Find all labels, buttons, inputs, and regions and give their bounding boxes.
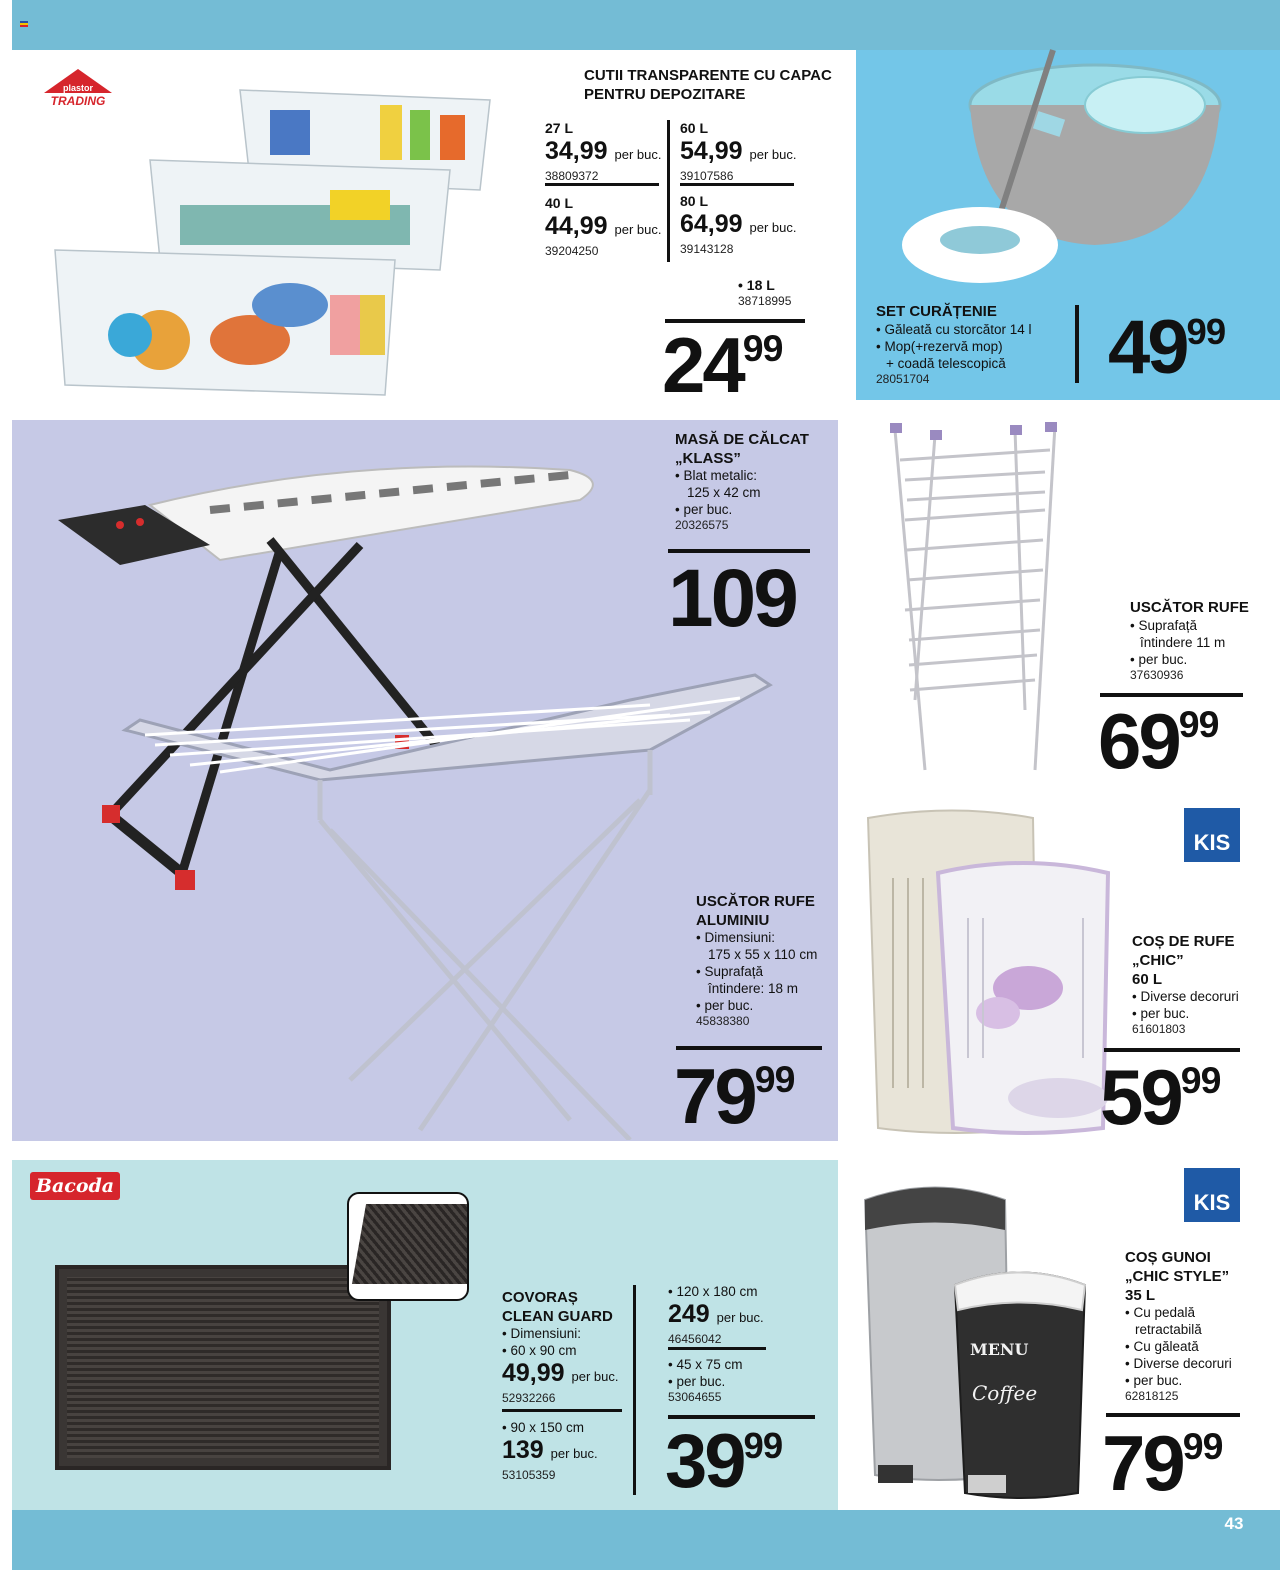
basket-price bbox=[1100, 1053, 1221, 1141]
box-unit: per buc. bbox=[614, 147, 662, 162]
mat-code: 53105359 bbox=[502, 1468, 556, 1482]
title-line: „CHIC” bbox=[1132, 952, 1184, 969]
price-int: 69 bbox=[1098, 697, 1179, 785]
price-dec: 99 bbox=[1180, 1059, 1221, 1102]
mat-90x150 bbox=[502, 1419, 632, 1483]
mat-price: 139 bbox=[502, 1436, 544, 1464]
box-size: 80 L bbox=[680, 193, 709, 209]
bin-line: • Diverse decoruri bbox=[1125, 1356, 1232, 1371]
doormat-image bbox=[55, 1265, 391, 1470]
storage-boxes-image bbox=[50, 80, 500, 400]
mop-bucket-image bbox=[895, 45, 1230, 290]
top-band bbox=[12, 0, 1280, 50]
price-int: 109 bbox=[668, 553, 796, 644]
box-code: 38809372 bbox=[545, 169, 599, 183]
mat-code: 52932266 bbox=[502, 1391, 556, 1405]
ironing-line: 125 x 42 cm bbox=[687, 485, 761, 500]
dryer-line: • Suprafață bbox=[1130, 618, 1198, 633]
mat-details bbox=[502, 1325, 627, 1359]
mat-line: • Dimensiuni: bbox=[502, 1326, 582, 1341]
price-int: 79 bbox=[1102, 1419, 1183, 1507]
dryer-alu-code: 45838380 bbox=[696, 1014, 750, 1028]
mat-unit: per buc. bbox=[571, 1369, 619, 1384]
mat-60x90 bbox=[502, 1359, 632, 1406]
box-code: 39204250 bbox=[545, 244, 599, 258]
bacoda-logo bbox=[30, 1172, 120, 1200]
mat-size: • 120 x 180 cm bbox=[668, 1284, 758, 1299]
ironing-price bbox=[668, 553, 796, 644]
mop-price bbox=[1108, 305, 1226, 390]
box-price: 64,99 bbox=[680, 210, 743, 238]
kis-text: KIS bbox=[1193, 1190, 1231, 1215]
title-line: ALUMINIU bbox=[696, 912, 770, 929]
title-line: „KLASS” bbox=[675, 450, 741, 467]
box-40l bbox=[545, 195, 665, 259]
box-code: 39143128 bbox=[680, 242, 734, 256]
mat-code: 53064655 bbox=[668, 1390, 722, 1404]
basket-line: • per buc. bbox=[1132, 1006, 1190, 1021]
mop-line: • Găleată cu storcător 14 l bbox=[876, 322, 1032, 337]
bin-code: 62818125 bbox=[1125, 1389, 1179, 1403]
box-code: 38718995 bbox=[738, 294, 792, 308]
mat-line: • 60 x 90 cm bbox=[502, 1343, 577, 1358]
box-80l bbox=[680, 193, 810, 257]
mat-unit: per buc. bbox=[716, 1310, 764, 1325]
title-line: COVORAȘ bbox=[502, 1289, 578, 1306]
bacoda-text: Bacoda bbox=[35, 1175, 115, 1197]
basket-details bbox=[1132, 988, 1272, 1037]
bin-line: • Cu pedală bbox=[1125, 1305, 1196, 1320]
kis-text: KIS bbox=[1193, 830, 1231, 855]
price-dec: 99 bbox=[1186, 311, 1226, 353]
boxes-title: CUTII TRANSPARENTE CU CAPAC PENTRU DEPOZITARE bbox=[584, 67, 832, 103]
ironing-details bbox=[675, 467, 825, 533]
price-int: 39 bbox=[665, 1419, 744, 1504]
mat-120x180 bbox=[668, 1283, 808, 1347]
clothes-dryer-image bbox=[885, 420, 1065, 775]
box-price: 44,99 bbox=[545, 212, 608, 240]
mop-code: 28051704 bbox=[876, 372, 930, 386]
title-line: 60 L bbox=[1132, 971, 1163, 988]
mop-details bbox=[876, 321, 1076, 387]
title-line: COȘ DE RUFE bbox=[1132, 933, 1235, 950]
dryer-line: întindere 11 m bbox=[1140, 635, 1226, 650]
dryer-alu-line: • Suprafață bbox=[696, 964, 764, 979]
dryer-alu-line: 175 x 55 x 110 cm bbox=[708, 947, 818, 962]
box-price: 54,99 bbox=[680, 137, 743, 165]
dryer-price bbox=[1098, 697, 1219, 785]
mat-line: • per buc. bbox=[668, 1374, 726, 1389]
trash-bin-image bbox=[860, 1175, 1092, 1505]
mat-unit: per buc. bbox=[550, 1446, 598, 1461]
box-27l bbox=[545, 120, 665, 184]
basket-title bbox=[1132, 932, 1235, 989]
mat-line: • 45 x 75 cm bbox=[668, 1357, 743, 1372]
price-int: 79 bbox=[674, 1052, 755, 1140]
price-dec: 99 bbox=[742, 327, 783, 370]
price-int: 24 bbox=[662, 321, 743, 409]
flag-icon bbox=[20, 21, 28, 27]
ironing-title bbox=[675, 430, 809, 468]
trading-text: TRADING bbox=[50, 94, 106, 108]
box-size: • 18 L bbox=[738, 277, 775, 293]
bin-line: • per buc. bbox=[1125, 1373, 1183, 1388]
box-unit: per buc. bbox=[749, 147, 797, 162]
coffee-decor-text: Coffee bbox=[972, 1381, 1038, 1405]
divider bbox=[1106, 1413, 1240, 1417]
price-dec: 99 bbox=[1178, 703, 1219, 746]
mop-line: • Mop(+rezervă mop) bbox=[876, 339, 1003, 354]
box-size: 60 L bbox=[680, 120, 709, 136]
dryer-alu-price bbox=[674, 1052, 795, 1140]
mat-code: 46456042 bbox=[668, 1332, 722, 1346]
box-size: 40 L bbox=[545, 195, 574, 211]
doormat-detail-image bbox=[347, 1192, 469, 1301]
divider bbox=[667, 120, 670, 262]
bin-title bbox=[1125, 1248, 1229, 1305]
title-line: CLEAN GUARD bbox=[502, 1308, 613, 1325]
kis-logo bbox=[1184, 808, 1240, 862]
divider bbox=[633, 1285, 636, 1495]
dryer-alu-line: • per buc. bbox=[696, 998, 754, 1013]
box-18l bbox=[738, 277, 818, 309]
dryer-alu-line: • Dimensiuni: bbox=[696, 930, 776, 945]
bin-details bbox=[1125, 1304, 1275, 1404]
mop-title: SET CURĂȚENIE bbox=[876, 303, 997, 320]
divider bbox=[502, 1409, 622, 1412]
title-line: USCĂTOR RUFE bbox=[696, 893, 815, 910]
bin-line: • Cu găleată bbox=[1125, 1339, 1199, 1354]
laundry-basket-image bbox=[858, 808, 1116, 1138]
ironing-line: • Blat metalic: bbox=[675, 468, 758, 483]
title-line: 35 L bbox=[1125, 1287, 1156, 1304]
ironing-code: 20326575 bbox=[675, 518, 729, 532]
plastor-text: plastor bbox=[62, 83, 94, 93]
divider bbox=[1075, 305, 1079, 383]
dryer-code: 37630936 bbox=[1130, 668, 1184, 682]
box-price: 34,99 bbox=[545, 137, 608, 165]
title-line: „CHIC STYLE” bbox=[1125, 1268, 1230, 1285]
box-size: 27 L bbox=[545, 120, 574, 136]
mat-45x75 bbox=[668, 1356, 788, 1405]
box-code: 39107586 bbox=[680, 169, 734, 183]
dryer-alu-title bbox=[696, 892, 815, 930]
box-60l bbox=[680, 120, 810, 184]
dryer-line: • per buc. bbox=[1130, 652, 1188, 667]
divider bbox=[545, 183, 659, 186]
title-line: COȘ GUNOI bbox=[1125, 1249, 1211, 1266]
dryer-details bbox=[1130, 617, 1270, 683]
dryer-alu-details bbox=[696, 929, 836, 1029]
title-line: MASĂ DE CĂLCAT bbox=[675, 431, 809, 448]
mat-price: 249 bbox=[668, 1300, 710, 1328]
dryer-title: USCĂTOR RUFE bbox=[1130, 599, 1249, 616]
kis-logo bbox=[1184, 1168, 1240, 1222]
divider bbox=[676, 1046, 822, 1050]
dryer-alu-line: întindere: 18 m bbox=[708, 981, 799, 996]
divider bbox=[668, 1347, 766, 1350]
bin-line: retractabilă bbox=[1135, 1322, 1202, 1337]
basket-line: • Diverse decoruri bbox=[1132, 989, 1239, 1004]
basket-code: 61601803 bbox=[1132, 1022, 1186, 1036]
divider bbox=[680, 183, 794, 186]
mat-title bbox=[502, 1288, 613, 1326]
box-unit: per buc. bbox=[614, 222, 662, 237]
menu-decor-text: MENU bbox=[970, 1340, 1029, 1359]
mat-price: 49,99 bbox=[502, 1359, 565, 1387]
mat-size: • 90 x 150 cm bbox=[502, 1420, 585, 1435]
mop-line: + coadă telescopică bbox=[886, 356, 1006, 371]
ironing-line: • per buc. bbox=[675, 502, 733, 517]
box-18l-price bbox=[662, 321, 783, 409]
price-int: 59 bbox=[1100, 1053, 1181, 1141]
price-dec: 99 bbox=[743, 1425, 783, 1467]
price-int: 49 bbox=[1108, 305, 1187, 390]
mat-45x75-price bbox=[665, 1419, 783, 1504]
price-dec: 99 bbox=[754, 1058, 795, 1101]
box-unit: per buc. bbox=[749, 220, 797, 235]
bottom-band bbox=[12, 1510, 1280, 1570]
divider bbox=[1104, 1048, 1240, 1052]
price-dec: 99 bbox=[1182, 1425, 1223, 1468]
page-number: 43 bbox=[1224, 1514, 1244, 1533]
bin-price bbox=[1102, 1419, 1223, 1507]
